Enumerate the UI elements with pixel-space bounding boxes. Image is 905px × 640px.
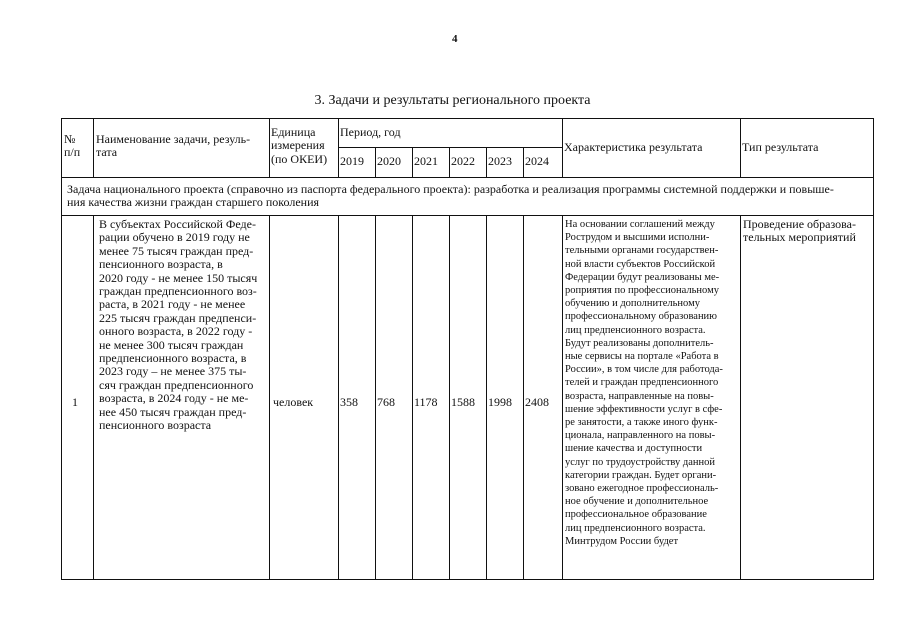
characteristic-line: Минтрудом России будет — [565, 535, 679, 547]
col-divider — [523, 215, 524, 579]
characteristic-line: шение эффективности услуг в сфе- — [565, 403, 723, 415]
characteristic-line: профессиональное образование — [565, 509, 707, 521]
task-name-line: возраста, в 2024 году - не ме- — [99, 391, 249, 406]
col-divider — [449, 147, 450, 177]
characteristic-line: категории граждан. Будет органи- — [565, 469, 717, 481]
characteristic-line: профессиональному образованию — [565, 311, 718, 323]
row-num: 1 — [72, 395, 78, 409]
col-divider — [375, 215, 376, 579]
characteristic-line: зовано ежегодное профессиональ- — [565, 483, 719, 495]
type-line: тельных мероприятий — [743, 230, 856, 245]
type-line: Проведение образова- — [743, 217, 856, 231]
row-characteristic — [565, 218, 723, 548]
characteristic-line: ное обучение и дополнительное — [565, 496, 709, 508]
header-year-2023: 2023 — [488, 154, 512, 168]
col-divider — [523, 147, 524, 177]
col-divider — [562, 119, 563, 177]
col-divider — [338, 215, 339, 579]
header-num — [64, 133, 80, 160]
row-unit: человек — [273, 395, 314, 409]
col-divider — [449, 215, 450, 579]
task-row-bottom-line — [62, 215, 873, 216]
task-name-line: нее 450 тысяч граждан пред- — [99, 404, 247, 419]
task-name-line: менее 75 тысяч граждан пред- — [99, 243, 254, 258]
task-name-line: 2023 году – не менее 375 ты- — [99, 364, 247, 379]
col-divider — [269, 119, 270, 177]
header-year-2024: 2024 — [525, 154, 549, 168]
header-unit-line: измерения — [271, 138, 325, 153]
characteristic-line: ной власти субъектов Российской — [565, 258, 716, 270]
header-task-name — [96, 133, 250, 160]
header-bottom-line — [62, 177, 873, 178]
period-header-divider — [338, 147, 562, 148]
col-divider — [562, 215, 563, 579]
task-name-line: В субъектах Российской Феде- — [99, 217, 256, 231]
row-value-2024: 2408 — [525, 395, 549, 409]
characteristic-line: На основании соглашений между — [565, 219, 715, 230]
characteristic-line: тельными органами государствен- — [565, 245, 719, 257]
task-name-line: пенсионного возраста — [99, 418, 212, 433]
national-task-text — [67, 183, 834, 210]
col-divider — [486, 147, 487, 177]
col-divider — [486, 215, 487, 579]
task-name-line: раста, в 2021 году - не менее — [99, 297, 246, 312]
national-task-line: ния качества жизни граждан старшего поколения — [67, 195, 320, 210]
header-num-line: п/п — [64, 145, 81, 160]
col-divider — [740, 215, 741, 579]
task-name-line: онного возраста, в 2022 году - — [99, 324, 253, 339]
characteristic-line: обучению и дополнительному — [565, 298, 700, 310]
row-type — [743, 218, 856, 245]
page-number: 4 — [452, 33, 458, 45]
characteristic-line: роприятия по профессиональному — [565, 285, 719, 297]
header-year-2021: 2021 — [414, 154, 438, 168]
row-value-2022: 1588 — [451, 395, 475, 409]
characteristic-line: России», в том числе для работода- — [565, 364, 723, 376]
header-task-name-line: тата — [96, 145, 118, 160]
task-name-line: предпенсионного возраста, в — [99, 351, 247, 366]
section-title: 3. Задачи и результаты регионального проекта — [314, 93, 591, 108]
task-name-line: граждан предпенсионного воз- — [99, 284, 257, 299]
col-divider — [412, 147, 413, 177]
col-divider — [93, 215, 94, 579]
task-name-line: пенсионного возраста, в — [99, 257, 223, 272]
header-unit-line: Единица — [271, 125, 316, 139]
row-value-2021: 1178 — [414, 395, 438, 409]
row-value-2019: 358 — [340, 395, 358, 409]
characteristic-line: ные сервисы на портале «Работа в — [565, 351, 719, 363]
characteristic-line: лиц предпенсионного возраста. — [565, 324, 706, 336]
col-divider — [740, 119, 741, 177]
task-name-line: рации обучено в 2019 году не — [99, 230, 250, 245]
characteristic-line: Федерации будут реализованы ме- — [565, 271, 720, 283]
header-year-2020: 2020 — [377, 154, 401, 168]
results-table — [61, 118, 874, 580]
row-value-2020: 768 — [377, 395, 395, 409]
header-unit — [271, 126, 327, 166]
characteristic-line: Рострудом и высшими исполни- — [565, 232, 710, 244]
row-task-name — [99, 218, 257, 433]
col-divider — [375, 147, 376, 177]
characteristic-line: услуг по трудоустройству данной — [565, 456, 716, 468]
header-unit-line: (по ОКЕИ) — [271, 151, 328, 166]
task-name-line: 225 тысяч граждан предпенси- — [99, 310, 257, 325]
header-type: Тип результата — [742, 140, 819, 154]
task-name-line: не менее 300 тысяч граждан — [99, 337, 244, 352]
characteristic-line: телей и граждан предпенсионного — [565, 377, 719, 389]
col-divider — [269, 215, 270, 579]
col-divider — [338, 119, 339, 177]
header-characteristic: Характеристика результата — [564, 140, 703, 154]
characteristic-line: Будут реализованы дополнитель- — [565, 337, 714, 349]
characteristic-line: ре занятости, а также иного функ- — [565, 417, 718, 429]
characteristic-line: возраста, направленные на повы- — [565, 390, 714, 402]
col-divider — [93, 119, 94, 177]
characteristic-line: лиц предпенсионного возраста. — [565, 522, 706, 534]
characteristic-line: шение качества и доступности — [565, 443, 703, 455]
col-divider — [412, 215, 413, 579]
header-task-name-line: Наименование задачи, резуль- — [96, 132, 251, 146]
task-name-line: сяч граждан предпенсионного — [99, 377, 254, 392]
header-year-2019: 2019 — [340, 154, 364, 168]
header-period: Период, год — [340, 125, 401, 139]
header-num-line: № — [64, 132, 76, 146]
row-value-2023: 1998 — [488, 395, 512, 409]
task-name-line: 2020 году - не менее 150 тысяч — [99, 270, 258, 285]
characteristic-line: ционала, направленного на повы- — [565, 430, 716, 442]
national-task-line: Задача национального проекта (справочно из паспорта федерального проекта): разработка и реализация программы системной поддержки и повыше- — [67, 182, 834, 196]
header-year-2022: 2022 — [451, 154, 475, 168]
